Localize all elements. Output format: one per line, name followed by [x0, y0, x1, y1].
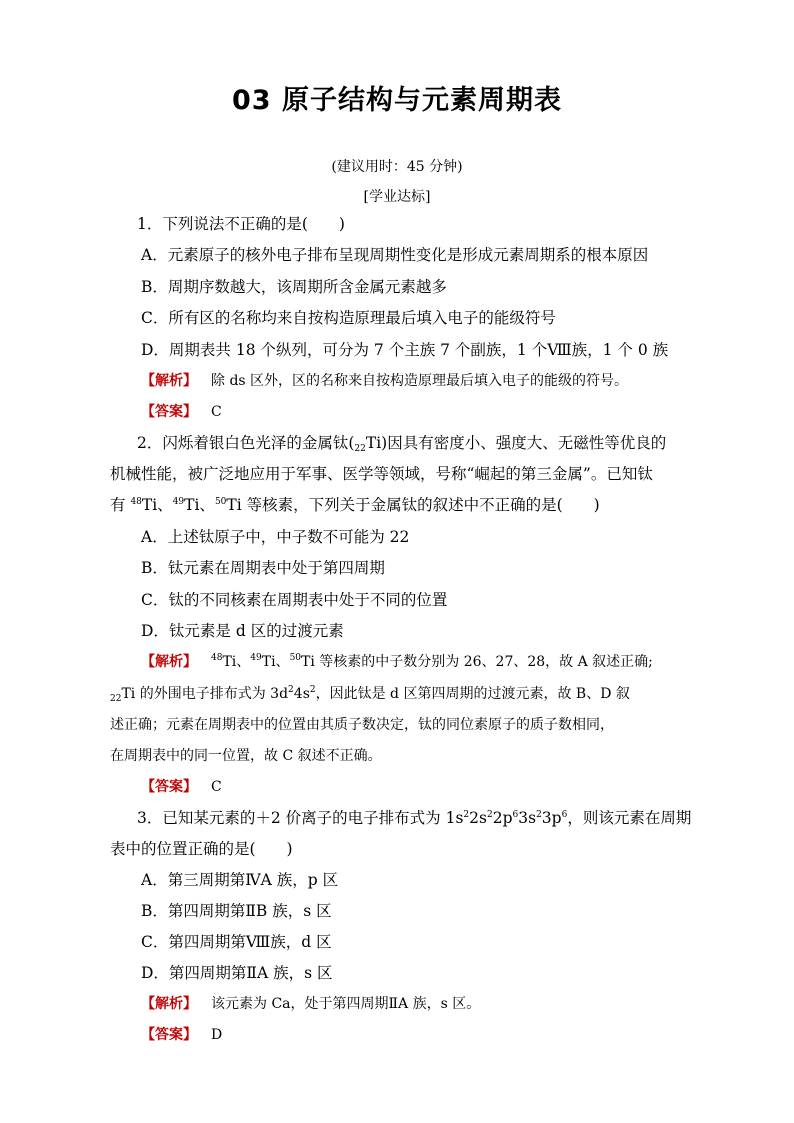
- q2-analysis-line3: 述正确；元素在周期表中的位置由其质子数决定，钛的同位素原子的质子数相同，: [110, 717, 614, 733]
- q3-answer: [141, 1025, 222, 1045]
- q1-option-d: D．周期表共 18 个纵列，可分为 7 个主族 7 个副族，1 个Ⅷ族，1 个 0 族: [141, 341, 669, 359]
- q3-option-a: A．第三周期第ⅣA 族，p 区: [141, 871, 339, 889]
- q2-stem-line1: 2．闪烁着银白色光泽的金属钛$(_{22}Ti)$因具有密度小、强度大、无磁性等优良的: [137, 434, 667, 454]
- time-hint: (建议用时：45 分钟): [331, 159, 463, 175]
- q2-analysis-line2: $_{22}$Ti 的外围电子排布式为 $3d^24s^2$，因此钛是 d 区第四周期的过渡元素，故 B、D 叙: [110, 685, 630, 704]
- q3-stem-line1: 3．已知某元素的＋2 价离子的电子排布式为 $1s^22s^22p^63s^23p^6$，则该元素在周期: [137, 809, 692, 827]
- q1-stem: 1．下列说法不正确的是( ): [137, 215, 345, 233]
- q2-answer: [141, 777, 222, 797]
- analysis-tag: 【解析】: [141, 654, 197, 670]
- q1-answer: [141, 402, 222, 422]
- q2-stem-line2: 机械性能，被广泛地应用于军事、医学等领域，号称“崛起的第三金属”。已知钛: [110, 465, 653, 483]
- q2-option-a: A．上述钛原子中，中子数不可能为 22: [141, 528, 410, 546]
- answer-tag: 【答案】: [141, 404, 197, 420]
- page-title: 03 原子结构与元素周期表: [232, 85, 562, 116]
- q1-analysis-text: 除 ds 区外，区的名称来自按构造原理最后填入电子的能级的符号。: [211, 373, 629, 389]
- q3-analysis-text: 该元素为 Ca，处于第四周期ⅡA 族，s 区。: [211, 996, 481, 1012]
- q3-option-b: B．第四周期第ⅡB 族，s 区: [141, 902, 332, 920]
- q2-analysis-line4: 在周期表中的同一位置，故 C 叙述不正确。: [110, 748, 382, 764]
- q1-option-a: A．元素原子的核外电子排布呈现周期性变化是形成元素周期系的根本原因: [141, 246, 649, 264]
- q2-option-d: D．钛元素是 d 区的过渡元素: [141, 622, 344, 640]
- answer-tag: 【答案】: [141, 1027, 197, 1043]
- q2-option-b: B．钛元素在周期表中处于第四周期: [141, 559, 385, 577]
- analysis-tag: 【解析】: [141, 996, 197, 1012]
- q1-option-b: B．周期序数越大，该周期所含金属元素越多: [141, 278, 447, 296]
- q3-analysis: [141, 994, 480, 1014]
- q2-stem-line3: 有 $^{48}$Ti、$^{49}$Ti、$^{50}$Ti 等核素，下列关于金属钛的叙述中不正确的是( ): [110, 496, 600, 514]
- q3-option-c: C．第四周期第Ⅷ族，d 区: [141, 933, 332, 951]
- q3-option-d: D．第四周期第ⅡA 族，s 区: [141, 964, 333, 982]
- q3-stem-line2: 表中的位置正确的是( ): [110, 840, 293, 858]
- answer-tag: 【答案】: [141, 779, 197, 795]
- q2-answer-value: C: [211, 779, 222, 795]
- q3-answer-value: D: [211, 1027, 223, 1043]
- q1-answer-value: C: [211, 404, 222, 420]
- q2-analysis-line1: 【解析】 $^{48}$Ti、$^{49}$Ti、$^{50}$Ti 等核素的中子数分别为 26、27、28，故 A 叙述正确;: [141, 653, 653, 670]
- analysis-tag: 【解析】: [141, 373, 197, 389]
- q1-analysis: [141, 371, 628, 391]
- section-heading: [学业达标]: [363, 189, 431, 205]
- q1-option-c: C．所有区的名称均来自按构造原理最后填入电子的能级符号: [141, 309, 556, 327]
- q2-option-c: C．钛的不同核素在周期表中处于不同的位置: [141, 591, 448, 609]
